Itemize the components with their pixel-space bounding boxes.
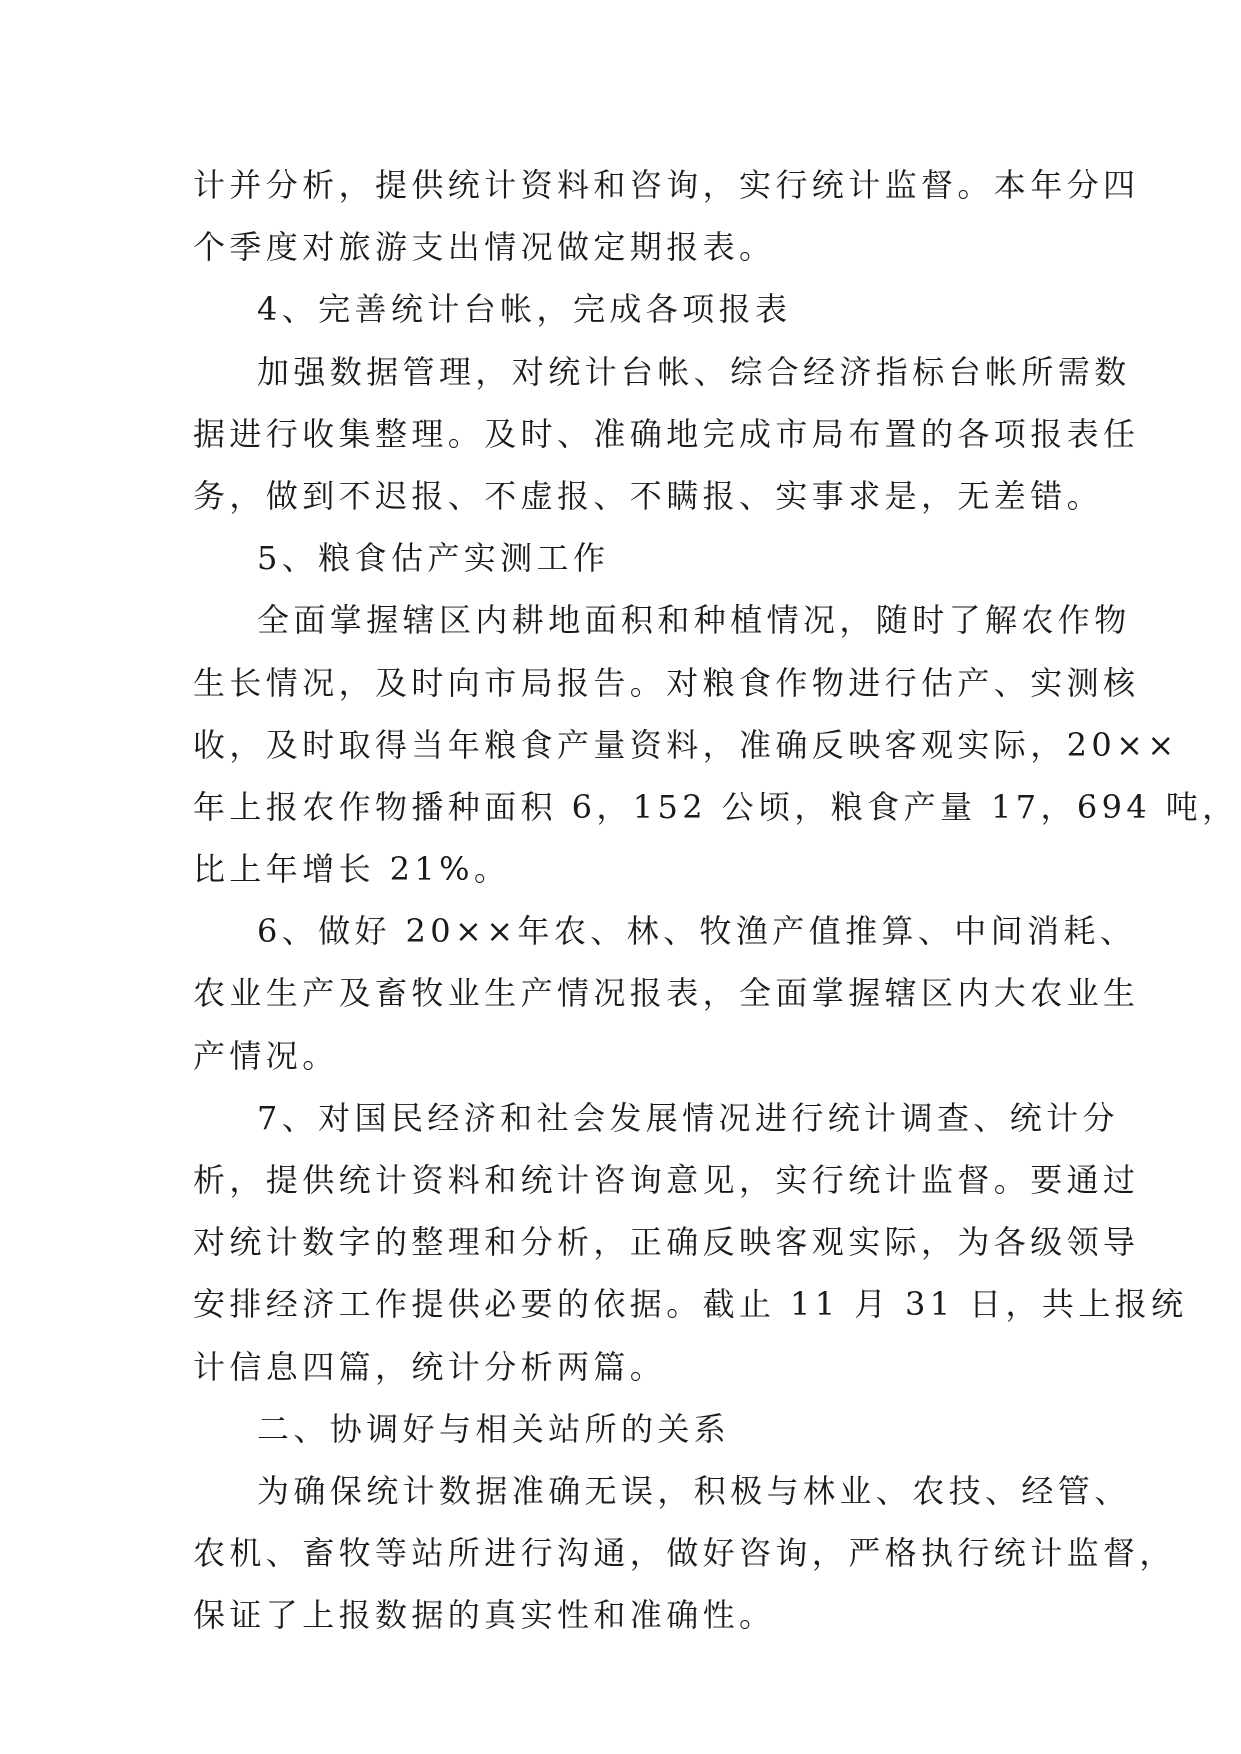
text-line: 对统计数字的整理和分析，正确反映客观实际，为各级领导 (193, 1223, 1140, 1262)
text-line: 农业生产及畜牧业生产情况报表，全面掌握辖区内大农业生 (193, 974, 1140, 1013)
text-line: 计信息四篇，统计分析两篇。 (193, 1347, 667, 1386)
text-line: 5、粮食估产实测工作 (257, 539, 610, 578)
text-line: 保证了上报数据的真实性和准确性。 (193, 1596, 776, 1635)
text-line: 4、完善统计台帐，完成各项报表 (257, 290, 792, 329)
text-line: 年上报农作物播种面积 6，152 公顷，粮食产量 17，694 吨， (193, 787, 1239, 826)
text-line: 6、做好 20××年农、林、牧渔产值推算、中间消耗、 (257, 912, 1137, 951)
body-text (193, 154, 1239, 1647)
text-line: 加强数据管理，对统计台帐、综合经济指标台帐所需数 (257, 352, 1131, 391)
text-line: 比上年增长 21%。 (193, 850, 511, 889)
text-line: 7、对国民经济和社会发展情况进行统计调查、统计分 (257, 1098, 1119, 1137)
text-line: 生长情况，及时向市局报告。对粮食作物进行估产、实测核 (193, 663, 1140, 702)
text-line: 据进行收集整理。及时、准确地完成市局布置的各项报表任 (193, 414, 1140, 453)
text-line: 全面掌握辖区内耕地面积和种植情况，随时了解农作物 (257, 601, 1131, 640)
text-line: 二、协调好与相关站所的关系 (257, 1409, 731, 1448)
text-line: 农机、畜牧等站所进行沟通，做好咨询，严格执行统计监督， (193, 1534, 1176, 1573)
text-line: 产情况。 (193, 1036, 339, 1075)
text-line: 析，提供统计资料和统计咨询意见，实行统计监督。要通过 (193, 1161, 1140, 1199)
text-line: 务，做到不迟报、不虚报、不瞒报、实事求是，无差错。 (193, 476, 1104, 515)
text-line: 个季度对旅游支出情况做定期报表。 (193, 228, 776, 267)
text-line: 安排经济工作提供必要的依据。截止 11 月 31 日，共上报统 (193, 1285, 1188, 1324)
text-line: 计并分析，提供统计资料和咨询，实行统计监督。本年分四 (193, 166, 1140, 204)
text-line: 收，及时取得当年粮食产量资料，准确反映客观实际，20×× (193, 725, 1179, 764)
text-line: 为确保统计数据准确无误，积极与林业、农技、经管、 (257, 1471, 1131, 1510)
